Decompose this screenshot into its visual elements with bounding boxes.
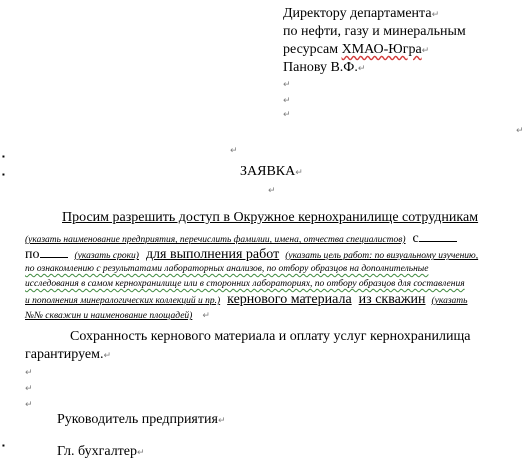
paragraph-mark: ↵ [283,110,291,120]
paragraph-mark: ↵ [283,80,291,90]
addressee-line-1: Директору департамента↵ [283,6,440,21]
addressee-line-2: по нефти, газу и минеральным [283,24,466,39]
addressee-line-3: ресурсам ХМАО-Югра↵ [283,42,430,57]
request-line-5: исследования в самом кернохранилище или в сторонних лабораториях, по отбору образцов для составления [25,279,465,289]
paragraph-mark: ↵ [25,368,33,378]
paragraph-mark: ↵ [283,96,291,106]
addressee-line-4: Панову В.Ф.↵ [283,60,366,75]
guarantee-line-1: Сохранность кернового материала и оплату услуг кернохранилища [70,329,471,344]
blank-field [40,257,68,258]
paragraph-mark: ↵ [25,400,33,410]
document-title: ЗАЯВКА↵ [240,164,303,179]
bullet-marker: ▪ [2,152,5,161]
bullet-marker: ▪ [2,441,5,450]
signature-accountant: Гл. бухгалтер↵ [57,444,145,459]
bullet-marker: ▪ [2,170,5,179]
paragraph-mark: ↵ [268,186,276,196]
request-line-3: по (указать сроки) для выполнения работ (указать цель работ: по визуальному изучению, [25,247,479,262]
request-line-6: и пополнения минералогических коллекций и пр.) кернового материала из скважин (указать [25,292,468,307]
guarantee-line-2: гарантируем.↵ [25,347,112,362]
request-line-2: (указать наименование предприятия, перечислить фамилии, имена, отчества специалистов) с [25,229,520,247]
request-line-4: по ознакомлению с результатами лабораторных анализов, по отбору образцов на дополнительные [25,264,429,274]
request-line-7: №№ скважин и наименование площадей) ↵ [25,311,210,321]
request-line-1: Просим разрешить доступ в Окружное кернохранилище сотрудникам [62,210,479,225]
paragraph-mark: ↵ [516,126,524,136]
paragraph-mark: ↵ [230,146,238,156]
blank-field [419,241,457,242]
signature-head: Руководитель предприятия↵ [57,412,226,427]
paragraph-mark: ↵ [25,384,33,394]
